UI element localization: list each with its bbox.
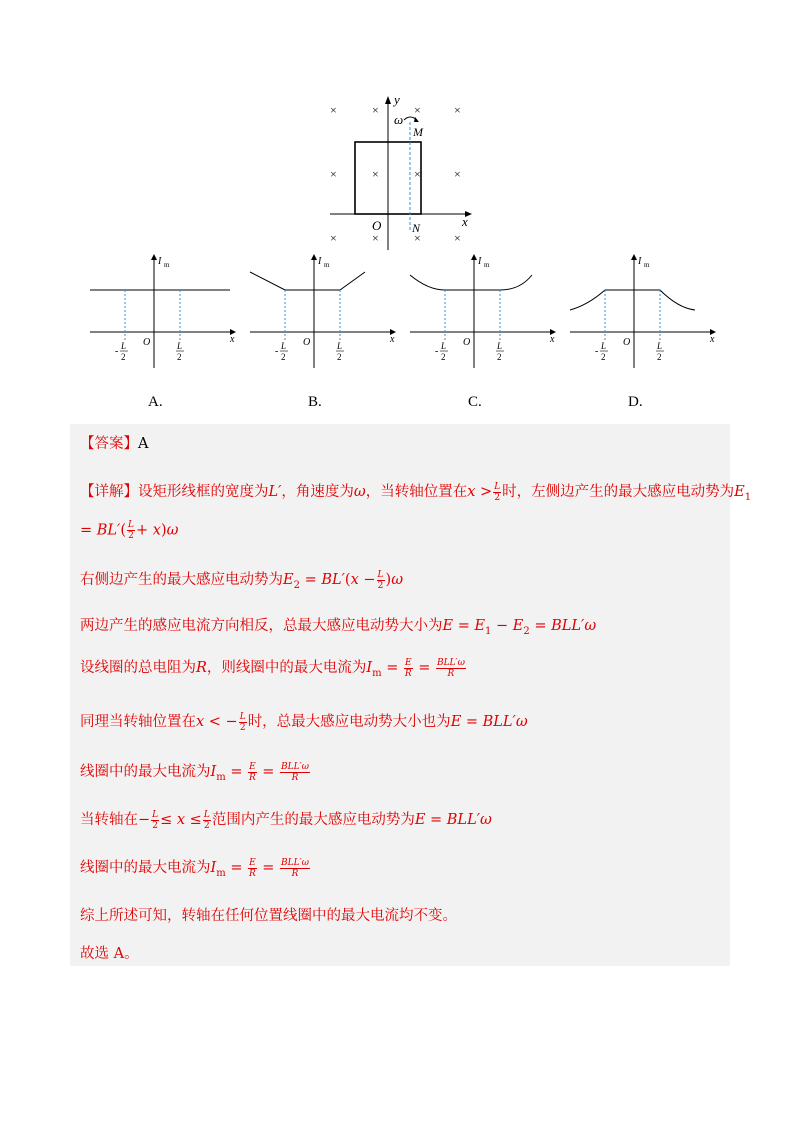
solution-panel [70, 424, 730, 966]
option-label-c: C. [468, 394, 482, 410]
graph-c [410, 255, 555, 368]
svg-text:L: L [121, 341, 127, 351]
detail-line-11: 故选 A。 [80, 946, 139, 962]
detail-line-8: 当转轴在− $\frac{L}{2}$ ≤ x ≤ $\frac{L}{2}$ 范围内产生的最大感应电动势为E = BLL′ω [80, 809, 492, 831]
b-field-cross: × [414, 167, 421, 181]
svg-text:2: 2 [497, 352, 502, 362]
svg-text:L: L [601, 341, 607, 351]
point-m-label: M [413, 125, 423, 139]
point-n-label: N [412, 221, 421, 235]
detail-line-7: 线圈中的最大电流为$I_m$ = $\frac{E}{R}$ = $\frac{\text{BLL′ω}}{R}$ [80, 761, 309, 783]
b-field-cross: × [454, 231, 461, 245]
svg-text:O: O [623, 337, 631, 348]
answer-line: 【答案】A [80, 436, 149, 452]
curve-b [250, 272, 365, 290]
svg-text:L: L [177, 341, 183, 351]
b-field-cross: × [372, 231, 379, 245]
option-graphs [80, 250, 720, 370]
svg-text:-: - [275, 346, 279, 357]
svg-text:O: O [303, 337, 311, 348]
b-field-cross: × [330, 231, 337, 245]
option-label-d: D. [628, 394, 643, 410]
svg-text:2: 2 [337, 352, 342, 362]
origin-label: O [372, 218, 382, 233]
svg-text:2: 2 [441, 352, 446, 362]
b-field-cross: × [414, 103, 421, 117]
graph-b [250, 255, 395, 368]
svg-text:2: 2 [281, 352, 286, 362]
b-field-cross: × [414, 231, 421, 245]
detail-line-1: 【详解】设矩形线框的宽度为L′，角速度为ω，当转轴位置在x > $\frac{L}{2}$ 时，左侧边产生的最大感应电动势为$E_1$ [80, 481, 752, 503]
x-axis-label: x [462, 214, 468, 229]
svg-text:2: 2 [177, 352, 182, 362]
svg-text:O: O [463, 337, 471, 348]
svg-text:-: - [435, 346, 439, 357]
svg-text:m: m [164, 261, 170, 269]
svg-text:-: - [595, 346, 599, 357]
coil-diagram [320, 92, 480, 252]
svg-text:x: x [230, 334, 235, 345]
svg-text:L: L [441, 341, 447, 351]
svg-text:I: I [638, 256, 642, 267]
svg-text:L: L [657, 341, 663, 351]
svg-text:-: - [115, 346, 119, 357]
b-field-cross: × [454, 103, 461, 117]
svg-text:x: x [710, 334, 715, 345]
svg-text:x: x [550, 334, 555, 345]
svg-text:L: L [281, 341, 287, 351]
b-field-cross: × [454, 167, 461, 181]
detail-line-6: 同理当转轴位置在x < − $\frac{L}{2}$ 时，总最大感应电动势大小也为E = BLL′ω [80, 711, 528, 733]
svg-text:m: m [324, 261, 330, 269]
svg-text:m: m [484, 261, 490, 269]
svg-text:2: 2 [657, 352, 662, 362]
svg-text:L: L [337, 341, 343, 351]
curve-c [410, 275, 532, 290]
graph-d [570, 255, 715, 368]
svg-text:m: m [644, 261, 650, 269]
omega-label: ω [394, 112, 404, 127]
svg-text:2: 2 [121, 352, 126, 362]
b-field-cross: × [372, 167, 379, 181]
detail-line-9: 线圈中的最大电流为$I_m$ = $\frac{E}{R}$ = $\frac{\text{BLL′ω}}{R}$ [80, 857, 309, 879]
curve-d [570, 290, 695, 310]
svg-text:O: O [143, 337, 151, 348]
svg-text:I: I [318, 256, 322, 267]
graph-a [90, 255, 235, 368]
detail-line-2: = BL′( $\frac{L}{2}$ + x)ω [80, 520, 179, 541]
b-field-cross: × [372, 103, 379, 117]
svg-text:x: x [390, 334, 395, 345]
svg-text:L: L [497, 341, 503, 351]
y-axis-label: y [394, 92, 400, 107]
option-label-a: A. [148, 394, 163, 410]
detail-line-3: 右侧边产生的最大感应电动势为$E_2 = BL'(x$ − $\frac{L}{2}$ )ω [80, 569, 404, 591]
detail-line-10: 综上所述可知，转轴在任何位置线圈中的最大电流均不变。 [80, 908, 457, 924]
b-field-cross: × [330, 167, 337, 181]
b-field-cross: × [330, 103, 337, 117]
svg-text:I: I [158, 256, 162, 267]
detail-line-5: 设线圈的总电阻为R，则线圈中的最大电流为$I_m$ = $\frac{E}{R}$ = $\frac{\text{BLL′ω}}{R}$ [80, 657, 465, 679]
option-label-b: B. [308, 394, 322, 410]
svg-text:2: 2 [601, 352, 606, 362]
detail-line-4: 两边产生的感应电流方向相反，总最大感应电动势大小为$E = E_1 - E_2 = BLL'\omega$ [80, 618, 597, 637]
svg-text:I: I [478, 256, 482, 267]
